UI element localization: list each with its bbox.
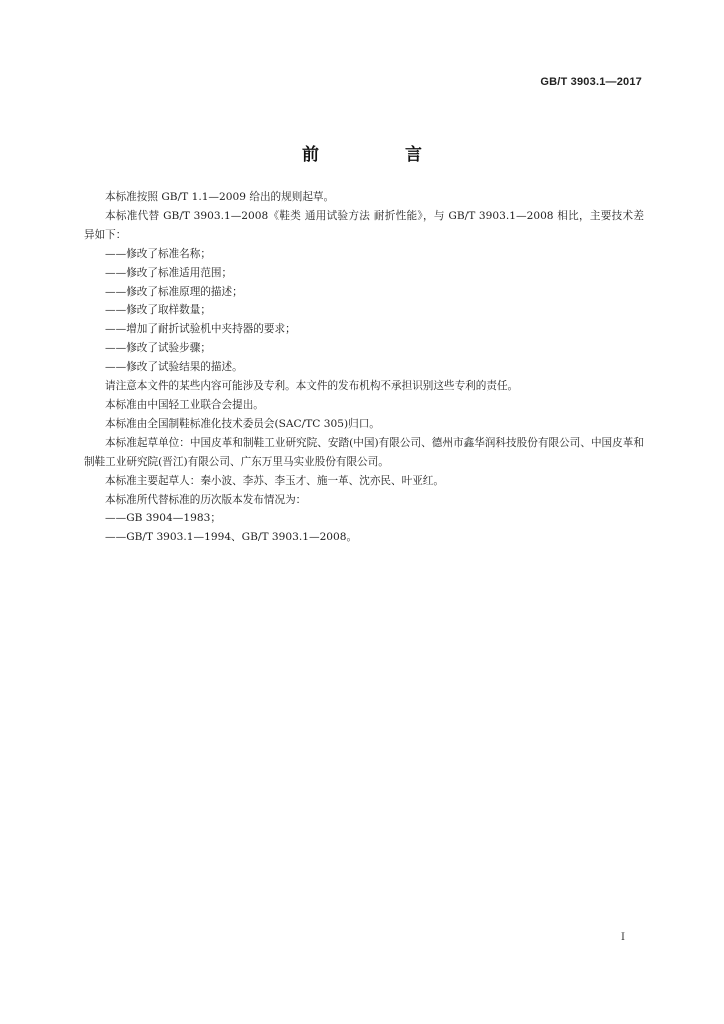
paragraph-drafting-rules: 本标准按照 GB/T 1.1—2009 给出的规则起草。 — [105, 191, 335, 203]
change-item: ——修改了标准原理的描述； — [105, 285, 243, 298]
paragraph-history-intro: 本标准所代替标准的历次版本发布情况为： — [105, 493, 307, 506]
standard-number: GB/T 3903.1—2017 — [540, 76, 642, 88]
change-item: ——修改了试验结果的描述。 — [105, 361, 243, 374]
paragraph-drafters: 本标准主要起草人：秦小波、李苏、李玉才、施一革、沈亦民、叶亚红。 — [105, 474, 444, 487]
page-number: I — [621, 932, 625, 943]
paragraph-replacement: 本标准代替 GB/T 3903.1—2008《鞋类 通用试验方法 耐折性能》，与 GB/T 3903.1—2008 相比，主要技术差异如下： — [84, 209, 644, 241]
paragraph-drafting-organizations: 本标准起草单位：中国皮革和制鞋工业研究院、安踏(中国)有限公司、德州市鑫华润科技股份有限公司、中国皮革和制鞋工业研究院(晋江)有限公司、广东万里马实业股份有限公司。 — [84, 436, 644, 468]
change-item: ——修改了取样数量； — [105, 304, 211, 317]
paragraph-patent-notice: 请注意本文件的某些内容可能涉及专利。本文件的发布机构不承担识别这些专利的责任。 — [105, 380, 519, 393]
history-item: ——GB/T 3903.1—1994、GB/T 3903.1—2008。 — [105, 531, 358, 544]
paragraph-technical-committee: 本标准由全国制鞋标准化技术委员会(SAC/TC 305)归口。 — [105, 417, 380, 430]
change-item: ——增加了耐折试验机中夹持器的要求； — [105, 323, 296, 336]
foreword-body — [84, 188, 644, 547]
change-item: ——修改了标准名称； — [105, 247, 211, 260]
change-item: ——修改了试验步骤； — [105, 342, 211, 355]
history-item: ——GB 3904—1983； — [105, 512, 221, 525]
page-title: 前 言 — [302, 145, 462, 165]
paragraph-proposed-by: 本标准由中国轻工业联合会提出。 — [105, 398, 264, 411]
change-item: ——修改了标准适用范围； — [105, 266, 233, 279]
